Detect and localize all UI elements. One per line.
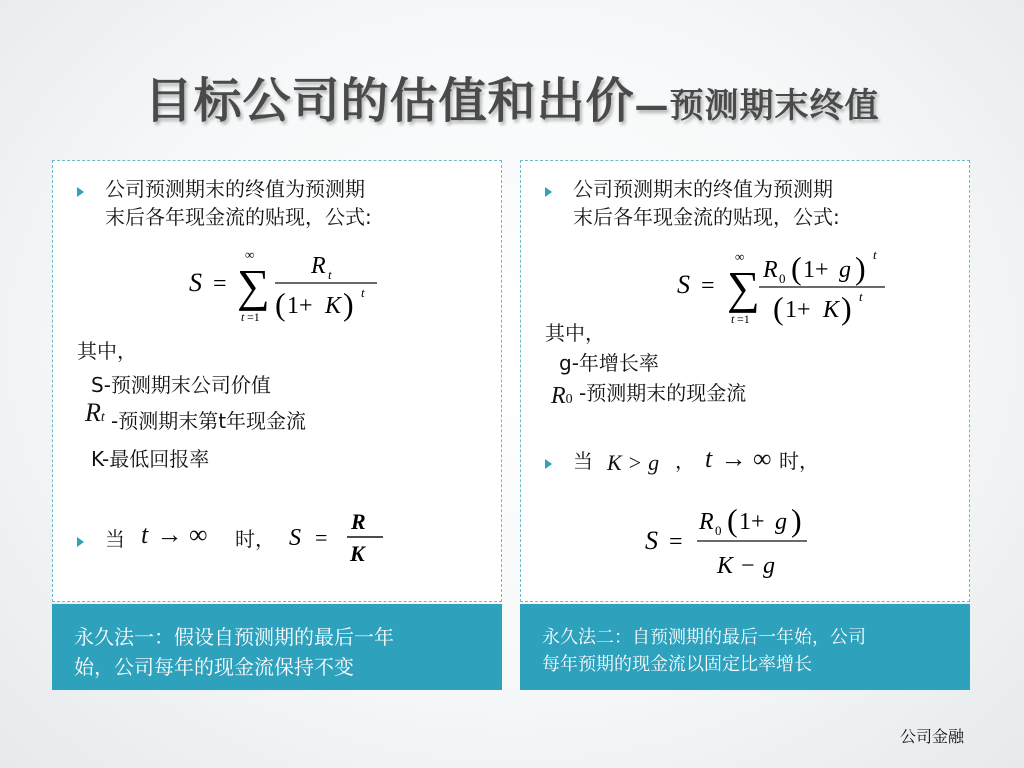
svg-text:−: − (741, 553, 755, 579)
bullet-icon (77, 187, 84, 197)
svg-text:∞: ∞ (245, 247, 255, 262)
right-when-cond: K > g (607, 450, 660, 475)
svg-text:∑: ∑ (727, 262, 760, 313)
left-intro-line-2: 末后各年现金流的贴现，公式: (105, 205, 372, 229)
svg-text:(: ( (727, 502, 738, 538)
svg-text:g: g (763, 553, 775, 579)
left-def-rt: -预测期末第t年现金流 (111, 409, 307, 433)
svg-text:1+: 1+ (287, 293, 313, 319)
svg-text:R: R (763, 257, 778, 283)
svg-text:t: t (361, 285, 365, 300)
right-intro-line-2: 末后各年现金流的贴现，公式: (573, 205, 840, 229)
svg-text:S: S (677, 270, 690, 299)
svg-text:∑: ∑ (237, 260, 270, 311)
svg-text:(: ( (791, 250, 802, 286)
svg-text:g: g (839, 257, 851, 283)
left-def-rt-symbol: Rt (85, 398, 105, 427)
right-when-suffix: 时， (779, 449, 819, 473)
svg-text:S: S (645, 526, 658, 555)
footer-course-label: 公司金融 (899, 727, 964, 746)
svg-text:0: 0 (715, 523, 722, 538)
right-when-prefix: 当 (573, 449, 593, 473)
bullet-icon (545, 187, 552, 197)
right-def-g: g-年增长率 (559, 351, 659, 375)
left-def-k: K-最低回报率 (91, 447, 210, 471)
right-when-comma: ， (675, 449, 695, 473)
left-formula-sum (183, 247, 383, 327)
svg-text:=: = (213, 271, 227, 297)
right-formula-gordon (645, 497, 815, 581)
slide-title (0, 62, 1024, 131)
right-intro-line-1: 公司预测期末的终值为预测期 (573, 177, 833, 201)
left-footer-box (52, 604, 502, 690)
svg-text:K: K (350, 541, 365, 566)
bullet-icon (545, 459, 552, 469)
svg-text:): ) (791, 502, 802, 538)
right-where-label: 其中， (545, 321, 605, 345)
left-formula-limit (285, 505, 395, 569)
svg-text:S: S (289, 525, 301, 551)
svg-text:=1: =1 (737, 312, 750, 326)
svg-text:): ) (343, 286, 354, 322)
svg-text:0: 0 (779, 271, 786, 286)
svg-text:t: t (859, 289, 863, 304)
left-where-label: 其中， (77, 339, 137, 363)
svg-text:1+: 1+ (785, 297, 811, 323)
svg-text:=1: =1 (247, 310, 260, 324)
svg-text:): ) (855, 250, 866, 286)
right-footer-line-2: 每年预期的现金流以固定比率增长 (542, 654, 812, 675)
svg-text:t: t (873, 247, 877, 262)
svg-text:K: K (823, 297, 840, 323)
svg-text:S: S (189, 268, 202, 297)
right-footer-box (520, 604, 970, 690)
left-footer-line-2: 始，公司每年的现金流保持不变 (74, 655, 354, 679)
svg-text:g: g (775, 509, 787, 535)
left-def-s: S-预测期末公司价值 (91, 373, 271, 397)
svg-text:): ) (841, 290, 852, 326)
left-when-prefix: 当 (105, 527, 125, 551)
svg-text:=: = (315, 525, 328, 550)
svg-text:∞: ∞ (735, 249, 745, 264)
right-formula-sum (673, 241, 893, 331)
svg-text:t: t (328, 267, 332, 282)
svg-text:=: = (701, 273, 715, 299)
bullet-icon (77, 537, 84, 547)
svg-text:R: R (311, 253, 326, 279)
svg-text:t: t (241, 310, 245, 324)
slide-title-sub: —预测期末终值 (634, 86, 880, 126)
right-when-limit: t → ∞ (705, 444, 772, 473)
svg-text:R: R (351, 509, 366, 534)
svg-text:(: ( (773, 290, 784, 326)
svg-text:1+: 1+ (739, 509, 765, 535)
svg-text:=: = (669, 529, 683, 555)
svg-text:K: K (717, 553, 734, 579)
svg-text:1+: 1+ (803, 257, 829, 283)
slide-title-main: 目标公司的估值和出价 (144, 73, 635, 129)
svg-text:t: t (731, 312, 735, 326)
left-panel (52, 160, 502, 602)
svg-text:K: K (325, 293, 342, 319)
left-footer-line-1: 永久法一：假设自预测期的最后一年 (74, 625, 394, 649)
left-when-expr: t → ∞ (141, 520, 208, 549)
left-intro-line-1: 公司预测期末的终值为预测期 (105, 177, 365, 201)
right-def-r0-symbol: R0 (551, 383, 573, 409)
right-footer-line-1: 永久法二：自预测期的最后一年始，公司 (542, 627, 866, 648)
right-def-r0: -预测期末的现金流 (579, 381, 747, 405)
right-panel (520, 160, 970, 602)
svg-text:(: ( (275, 286, 286, 322)
left-when-mid: 时， (235, 527, 275, 551)
svg-text:R: R (699, 509, 714, 535)
